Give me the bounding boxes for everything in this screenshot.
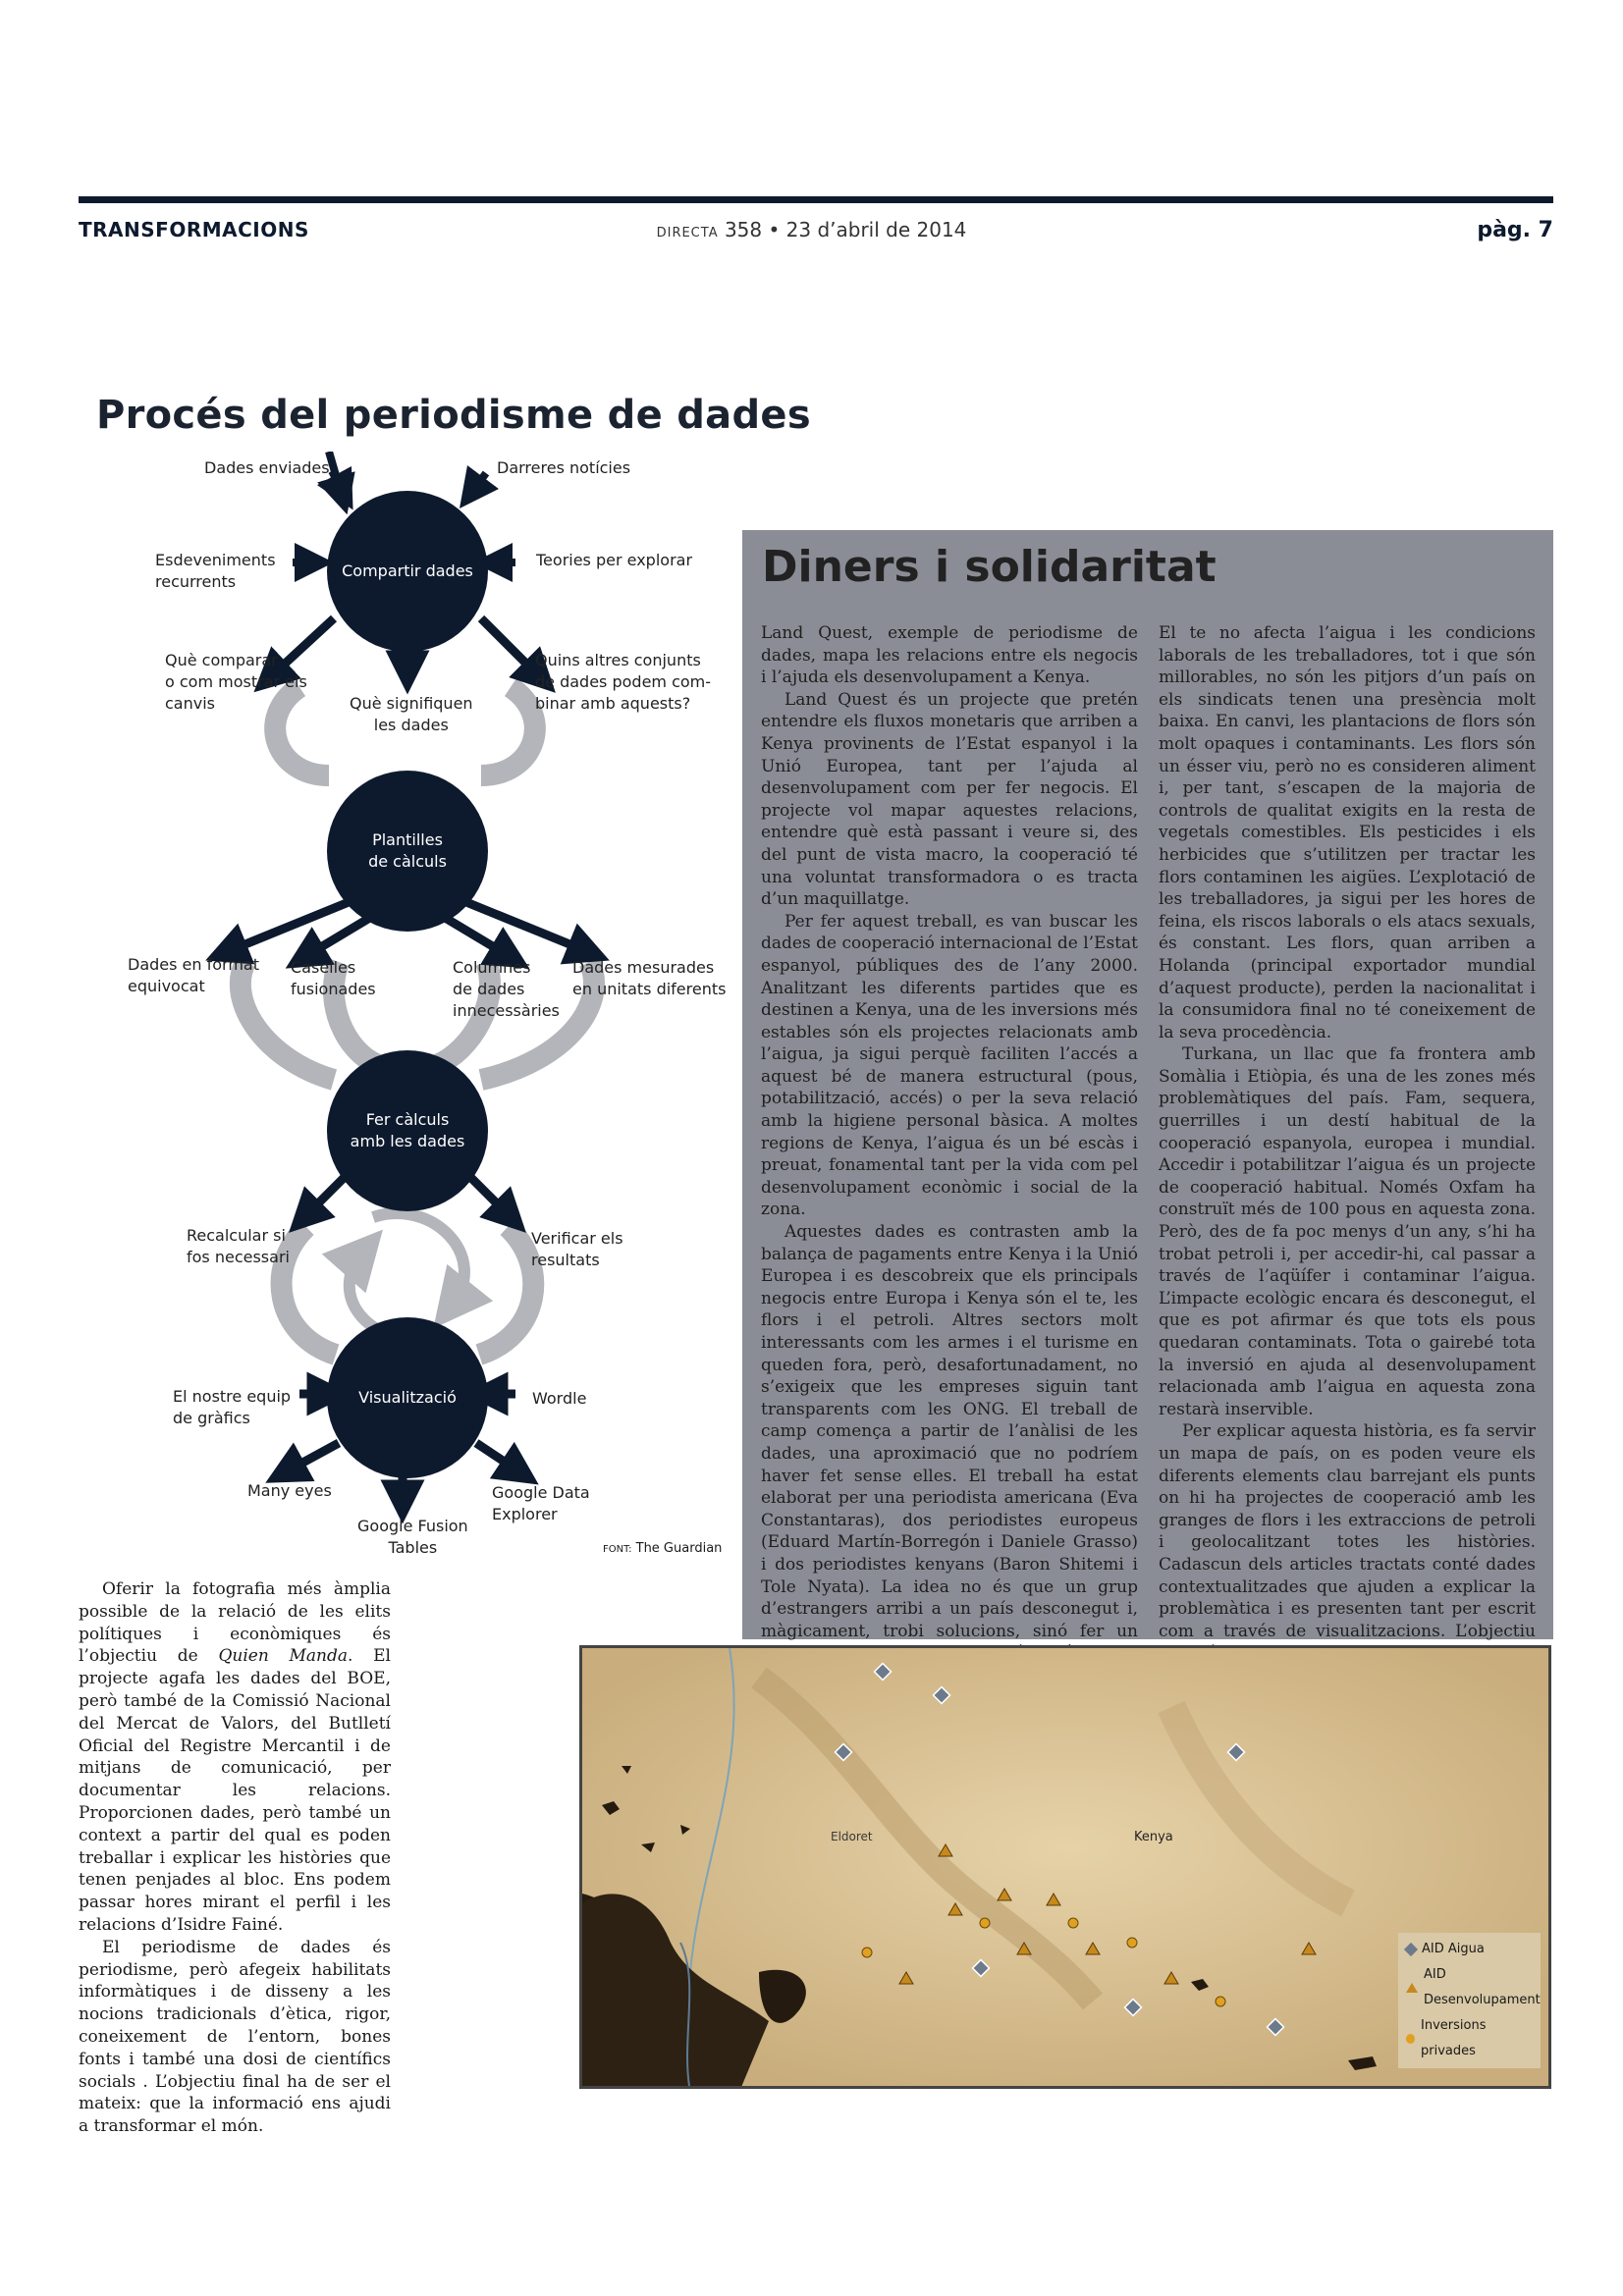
sidebar-text	[79, 1578, 391, 2138]
label-many-eyes: Many eyes	[247, 1481, 332, 1500]
node-templates-label-2: de càlculs	[368, 852, 447, 871]
label-latest: Darreres notícies	[497, 458, 631, 477]
label-recurring: Esdeveniments recurrents	[155, 551, 276, 591]
source-label: FONT:	[603, 1544, 632, 1555]
article-title: Diners i solidaritat	[762, 542, 1217, 592]
article-paragraph: Aquestes dades es contrasten amb la balança de pagaments entre Kenya i la Unió Europea i es descobreix que els principals negocis entre Europa i Kenya són el te, les flors i el petroli. Altres sectors molt interessants com les armes i el turisme en queden fora, però, desafortunadament, no s’exigeix que les empreses siguin tant transparents com les ONG. El treball de camp comença a partir de l’anàlisi de les dades, una aproximació que no podríem haver fet sense elles. El treball ha estat elaborat per una periodista americana (Eva Constantaras), dos periodistes europeus (Eduard Martín-Borregón i Daniele Grasso) i dos periodistes kenyans (Baron Shitemi i Tole Nyata). La idea no és que un grup d’estrangers arribi a un país desconegut i, màgicament, trobi solucions, sinó fer un	[761, 1222, 1138, 1641]
map-legend	[1398, 1933, 1541, 2068]
aid-water-icon	[1404, 1943, 1418, 1956]
article-paragraph: Per fer aquest treball, es van buscar les dades de cooperació internacional de l’Estat espanyol, públiques des de l’any 2000. Analitzant les diferents partides que es destinen a Kenya, una de les inversions més estables són els projectes relacionats amb l’aigua, ja sigui perquè faciliten l’accés a aquest bé de manera estructural (pous, potabilització, accés) o per la seva relació amb la higiene personal bàsica. A moltes regions de Kenya, l’aigua és un bé escàs i preuat, fonamental tant per la vida com pel desenvolupament econòmic i social de la zona.	[761, 911, 1138, 1220]
private-investment-icon	[1406, 2034, 1415, 2044]
label-unnecessary-columns: Columnes de dades innecessàries	[453, 958, 560, 1020]
diagram-title: Procés del periodisme de dades	[96, 393, 811, 438]
node-viz-label: Visualització	[358, 1388, 457, 1407]
legend-label: AID Aigua	[1422, 1942, 1485, 1956]
issue-info	[0, 218, 1623, 241]
section-name: TRANSFORMACIONS	[79, 218, 309, 241]
label-google-fusion: Google Fusion Tables	[357, 1517, 468, 1557]
article-paragraph: Land Quest, exemple de periodisme de dades, mapa les relacions entre els negocis i l’ajuda els desenvolupament a Kenya.	[761, 623, 1138, 688]
place-kenya: Kenya	[1134, 1830, 1173, 1844]
node-share-label: Compartir dades	[342, 561, 473, 580]
label-google-data-explorer: Google Data Explorer	[492, 1483, 590, 1523]
node-calculations	[327, 1050, 488, 1211]
legend-label: AID Desenvolupament	[1424, 1967, 1541, 2007]
page-number: pàg. 7	[1477, 218, 1553, 242]
label-verify: Verificar els resultats	[531, 1229, 623, 1269]
issue-brand: DIRECTA	[656, 226, 719, 240]
legend-label: Inversions privades	[1421, 2018, 1487, 2058]
node-calc-label-1: Fer càlculs	[365, 1110, 450, 1129]
node-share-data	[327, 491, 488, 652]
label-wordle: Wordle	[532, 1389, 587, 1408]
article-paragraph: Per explicar aquesta història, es fa servir un mapa de país, on es poden veure els diferents elements clau barrejant els punts on hi ha projectes de cooperació amb les granges de flors i les extraccions de petroli i geolocalitzant totes les històries. Cadascun dels articles tractats conté dades contextualitzades que ajuden a explicar la problemàtica i es presenten tant per escrit com a través de visualitzacions. L’objectiu	[1159, 1421, 1536, 1641]
article-column-2	[1159, 622, 1536, 1732]
label-compare: Què comparar o com mostrar els canvis	[165, 651, 307, 713]
label-combine: Quins altres conjunts de dades podem com- binar amb aquests?	[535, 651, 712, 713]
diagram-source	[603, 1541, 722, 1556]
label-different-units: Dades mesurades en unitats diferents	[572, 958, 727, 998]
node-templates	[327, 771, 488, 932]
issue-text: 358 • 23 d’abril de 2014	[724, 218, 967, 241]
label-recalculate: Recalcular si fos necessari	[187, 1226, 290, 1266]
place-eldoret: Eldoret	[831, 1830, 873, 1843]
sidebar-paragraph-2: El periodisme de dades és periodisme, però afegeix habilitats informàtiques i de disseny a les nocions tradicionals d’ètica, rigor, coneixement de l’entorn, bones fonts i també una dosi de científics socials . L’objectiu final ha de ser el mateix: que la informació ens ajudi a transformar el món.	[79, 1937, 391, 2137]
legend-item	[1406, 2013, 1533, 2064]
label-wrong-format: Dades en format equivocat	[128, 955, 259, 995]
node-visualization	[327, 1317, 488, 1478]
label-graphics-team: El nostre equip de gràfics	[173, 1387, 292, 1427]
node-calc-label-2: amb les dades	[350, 1132, 465, 1150]
top-rule	[79, 196, 1553, 203]
aid-development-icon	[1406, 1983, 1418, 1993]
legend-item	[1406, 1937, 1533, 1962]
label-merged-cells: Caselles fusionades	[291, 958, 376, 998]
node-templates-label-1: Plantilles	[372, 830, 443, 849]
article-paragraph: Land Quest és un projecte que pretén entendre els fluxos monetaris que arriben a Kenya provinents de l’Estat espanyol i la Unió Europea, tant per l’ajuda al desenvolupament com per fer negocis. El projecte vol mapar aquestes relacions, entendre què està passant i veure si, des del punt de vista macro, la cooperació té una voluntat transformadora o es tracta d’un maquillatge.	[761, 689, 1138, 910]
article-paragraph: El te no afecta l’aigua i les condicions laborals de les treballadores, tot i que són millorables, no són les pitjors d’un país on els sindicats tenen una presència molt baixa. En canvi, les plantacions de flors són molt opaques i contaminants. Les flors són un ésser viu, però no es consideren aliment i, per tant, s’escapen de la majoria de controls de qualitat exigits en la resta de vegetals comestibles. Els pesticides i els herbicides que s’utilitzen per tractar les flors contaminen les aigües. L’explotació de les treballadores, ja sigui per les hores de feina, els riscos laborals o els atacs sexuals, és constant. Les flors, quan arriben a Holanda (principal exportador mundial d’aquest producte), perden la nacionalitat i la consumidora final no té coneixement de la seva procedència.	[1159, 623, 1536, 1042]
source-name: The Guardian	[635, 1541, 723, 1556]
label-sent: Dades enviades	[204, 458, 330, 477]
article-paragraph: Turkana, un llac que fa frontera amb Somàlia i Etiòpia, és una de les zones més problemàtiques del país. Fam, sequera, guerrilles i un destí habitual de la cooperació espanyola, europea i mundial. Accedir i potabilitzar l’aigua és un projecte de cooperació habitual. Només Oxfam ha construït més de 100 pous en aquesta zona. Però, des de fa poc menys d’un any, s’hi ha trobat petroli i, per accedir-hi, cal passar a través de l’aqüífer i contaminar l’aigua. L’impacte ecològic encara és desconegut, el que es pot afirmar és que tots els pous quedaran contaminats. Tota o gairebé tota la inversió en ajuda al desenvolupament relacionada amb l’aigua en aquesta zona restarà inservible.	[1159, 1044, 1536, 1419]
label-meaning: Què signifiquen les dades	[350, 694, 473, 734]
label-theories: Teories per explorar	[536, 551, 693, 569]
kenya-map	[579, 1645, 1551, 2089]
sidebar-paragraph-1: Oferir la fotografia més àmplia possible de la relació de les elits polítiques i econòmiques és l’objectiu de Quien Manda. El projecte agafa les dades del BOE, però també de la Comissió Nacional del Mercat de Valors, del Butlletí Oficial del Registre Mercantil i de mitjans de comunicació, per documentar les relacions. Proporcionen dades, però també un context a partir del qual es poden treballar i explicar les històries que tenen penjades al bloc. Ens podem passar hores mirant el perfil i les relacions d’Isidre Fainé.	[79, 1579, 391, 1935]
article-column-1	[761, 622, 1138, 1732]
legend-item	[1406, 1962, 1541, 2013]
